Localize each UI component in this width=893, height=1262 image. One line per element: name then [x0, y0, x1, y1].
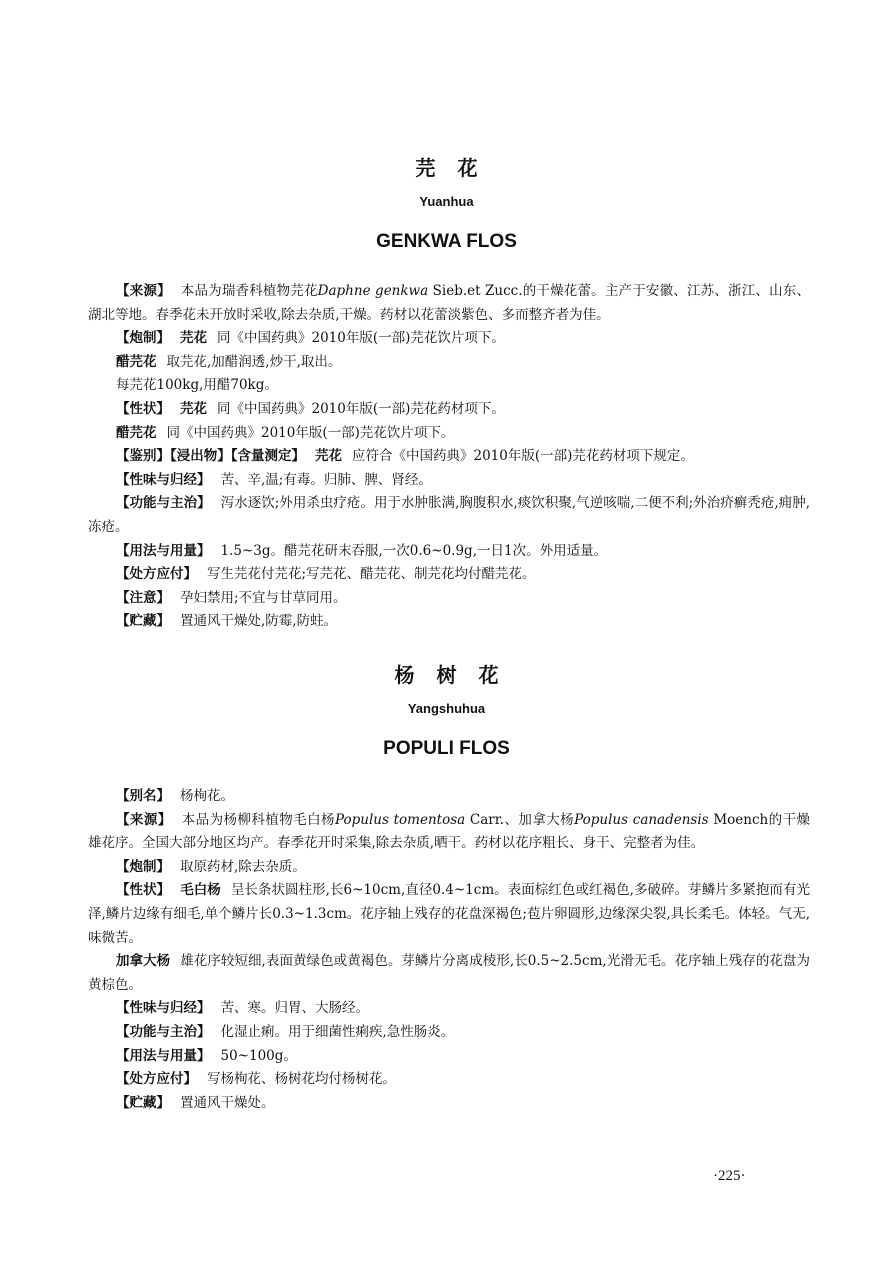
storage-tag: 【贮藏】 [116, 613, 170, 630]
entry1-function-para: 【功能与主治】 泻水逐饮;外用杀虫疗疮。用于水肿胀满,胸腹积水,痰饮积聚,气逆咳喘,二便不利;外治疥癣秃疮,痈肿,冻疮。 [88, 495, 811, 535]
entry1-vinegar-para: 醋芫花 取芫花,加醋润透,炒干,取出。 [116, 353, 342, 370]
entry1-caution-para: 【注意】 孕妇禁用;不宜与甘草同用。 [116, 589, 347, 606]
entry1-rx-para: 【处方应付】 写生芫花付芫花;写芫花、醋芫花、制芫花均付醋芫花。 [116, 566, 536, 583]
entry1-process-para: 【炮制】 芫花 同《中国药典》2010年版(一部)芫花饮片项下。 [116, 330, 505, 347]
entry2-latin-name: POPULI FLOS [383, 738, 510, 759]
entry2-nature-para: 【性味与归经】 苦、寒。归胃、大肠经。 [116, 1000, 369, 1017]
entry1-title-cn: 芫花 [415, 156, 500, 180]
entry1-usage-para: 【用法与用量】 1.5~3g。醋芫花研末吞服,一次0.6~0.9g,一日1次。外用适量。 [116, 542, 608, 559]
nature-tag: 【性味与归经】 [116, 471, 211, 488]
process-tag: 【炮制】 [116, 330, 170, 347]
entry1-pinyin: Yuanhua [419, 194, 474, 209]
entry1-vinegar-ratio: 每芫花100kg,用醋70kg。 [116, 377, 278, 394]
usage-tag: 【用法与用量】 [116, 1047, 211, 1064]
entry2-alias-para: 【别名】 杨栒花。 [116, 788, 234, 804]
entry1-storage-para: 【贮藏】 置通风干燥处,防霉,防蛀。 [116, 613, 338, 630]
entry2-source-para: 【来源】 本品为杨柳科植物毛白杨Populus tomentosa Carr.、加拿大杨Populus canadensis Moench的干燥雄花序。全国大部分地区均产。春季花开时采集,除去杂质,晒干。药材以花序粗长、身干、完整者为佳。 [88, 811, 811, 852]
entry1-source-para: 【来源】 本品为瑞香科植物芫花Daphne genkwa Sieb.et Zucc.的干燥花蕾。主产于安徽、江苏、浙江、山东、湖北等地。春季花未开放时采收,除去杂质,干燥。药材以花蕾淡紫色、多而整齐者为佳。 [88, 283, 811, 323]
entry2-body [88, 785, 810, 1115]
nature-tag: 【性味与归经】 [116, 1000, 211, 1017]
entry1-char2-para: 醋芫花 同《中国药典》2010年版(一部)芫花饮片项下。 [116, 424, 455, 441]
entry2-char2-para: 加拿大杨 雄花序较短细,表面黄绿色或黄褐色。芽鳞片分离成棱形,长0.5~2.5cm,光滑无毛。花序轴上残存的花盘为黄棕色。 [88, 953, 810, 993]
storage-tag: 【贮藏】 [116, 1094, 170, 1111]
source-tag: 【来源】 [116, 811, 172, 828]
char-tag: 【性状】 [116, 882, 171, 899]
entry2-pinyin: Yangshuhua [407, 701, 486, 716]
entry2-usage-para: 【用法与用量】 50~100g。 [116, 1047, 297, 1064]
entry2-process-para: 【炮制】 取原药材,除去杂质。 [116, 858, 306, 875]
entry2-function-para: 【功能与主治】 化湿止痢。用于细菌性痢疾,急性肠炎。 [116, 1023, 455, 1040]
rx-tag: 【处方应付】 [116, 1071, 197, 1088]
entry1-latin-name: GENKWA FLOS [376, 231, 517, 252]
entry1-ident-para: 【鉴别】【浸出物】【含量测定】 芫花 应符合《中国药典》2010年版(一部)芫花药材项下规定。 [116, 448, 694, 465]
function-tag: 【功能与主治】 [116, 495, 211, 512]
char-tag: 【性状】 [116, 400, 170, 417]
rx-tag: 【处方应付】 [116, 566, 197, 583]
usage-tag: 【用法与用量】 [116, 542, 211, 559]
page-number: ·225· [713, 1168, 746, 1184]
entry2-char-para: 【性状】 毛白杨 呈长条状圆柱形,长6~10cm,直径0.4~1cm。表面棕红色或红褐色,多破碎。芽鳞片多紧抱而有光泽,鳞片边缘有细毛,单个鳞片长0.3~1.3cm。花序轴上残存的花盘深褐色;苞片卵圆形,边缘深尖裂,具长柔毛。体轻。气无,味微苦。 [88, 882, 811, 946]
source-tag: 【来源】 [116, 283, 171, 299]
caution-tag: 【注意】 [116, 589, 170, 606]
process-tag: 【炮制】 [116, 858, 170, 875]
entry2-rx-para: 【处方应付】 写杨栒花、杨树花均付杨树花。 [116, 1071, 396, 1088]
ident-tag: 【鉴别】【浸出物】【含量测定】 [116, 448, 305, 465]
entry1-body [88, 280, 810, 634]
entry2-storage-para: 【贮藏】 置通风干燥处。 [116, 1094, 275, 1111]
entry1-char-para: 【性状】 芫花 同《中国药典》2010年版(一部)芫花药材项下。 [116, 400, 505, 417]
entry2-title-cn: 杨树花 [394, 663, 521, 687]
entry1-nature-para: 【性味与归经】 苦、辛,温;有毒。归肺、脾、肾经。 [116, 471, 432, 488]
function-tag: 【功能与主治】 [116, 1023, 211, 1040]
alias-tag: 【别名】 [116, 788, 170, 804]
